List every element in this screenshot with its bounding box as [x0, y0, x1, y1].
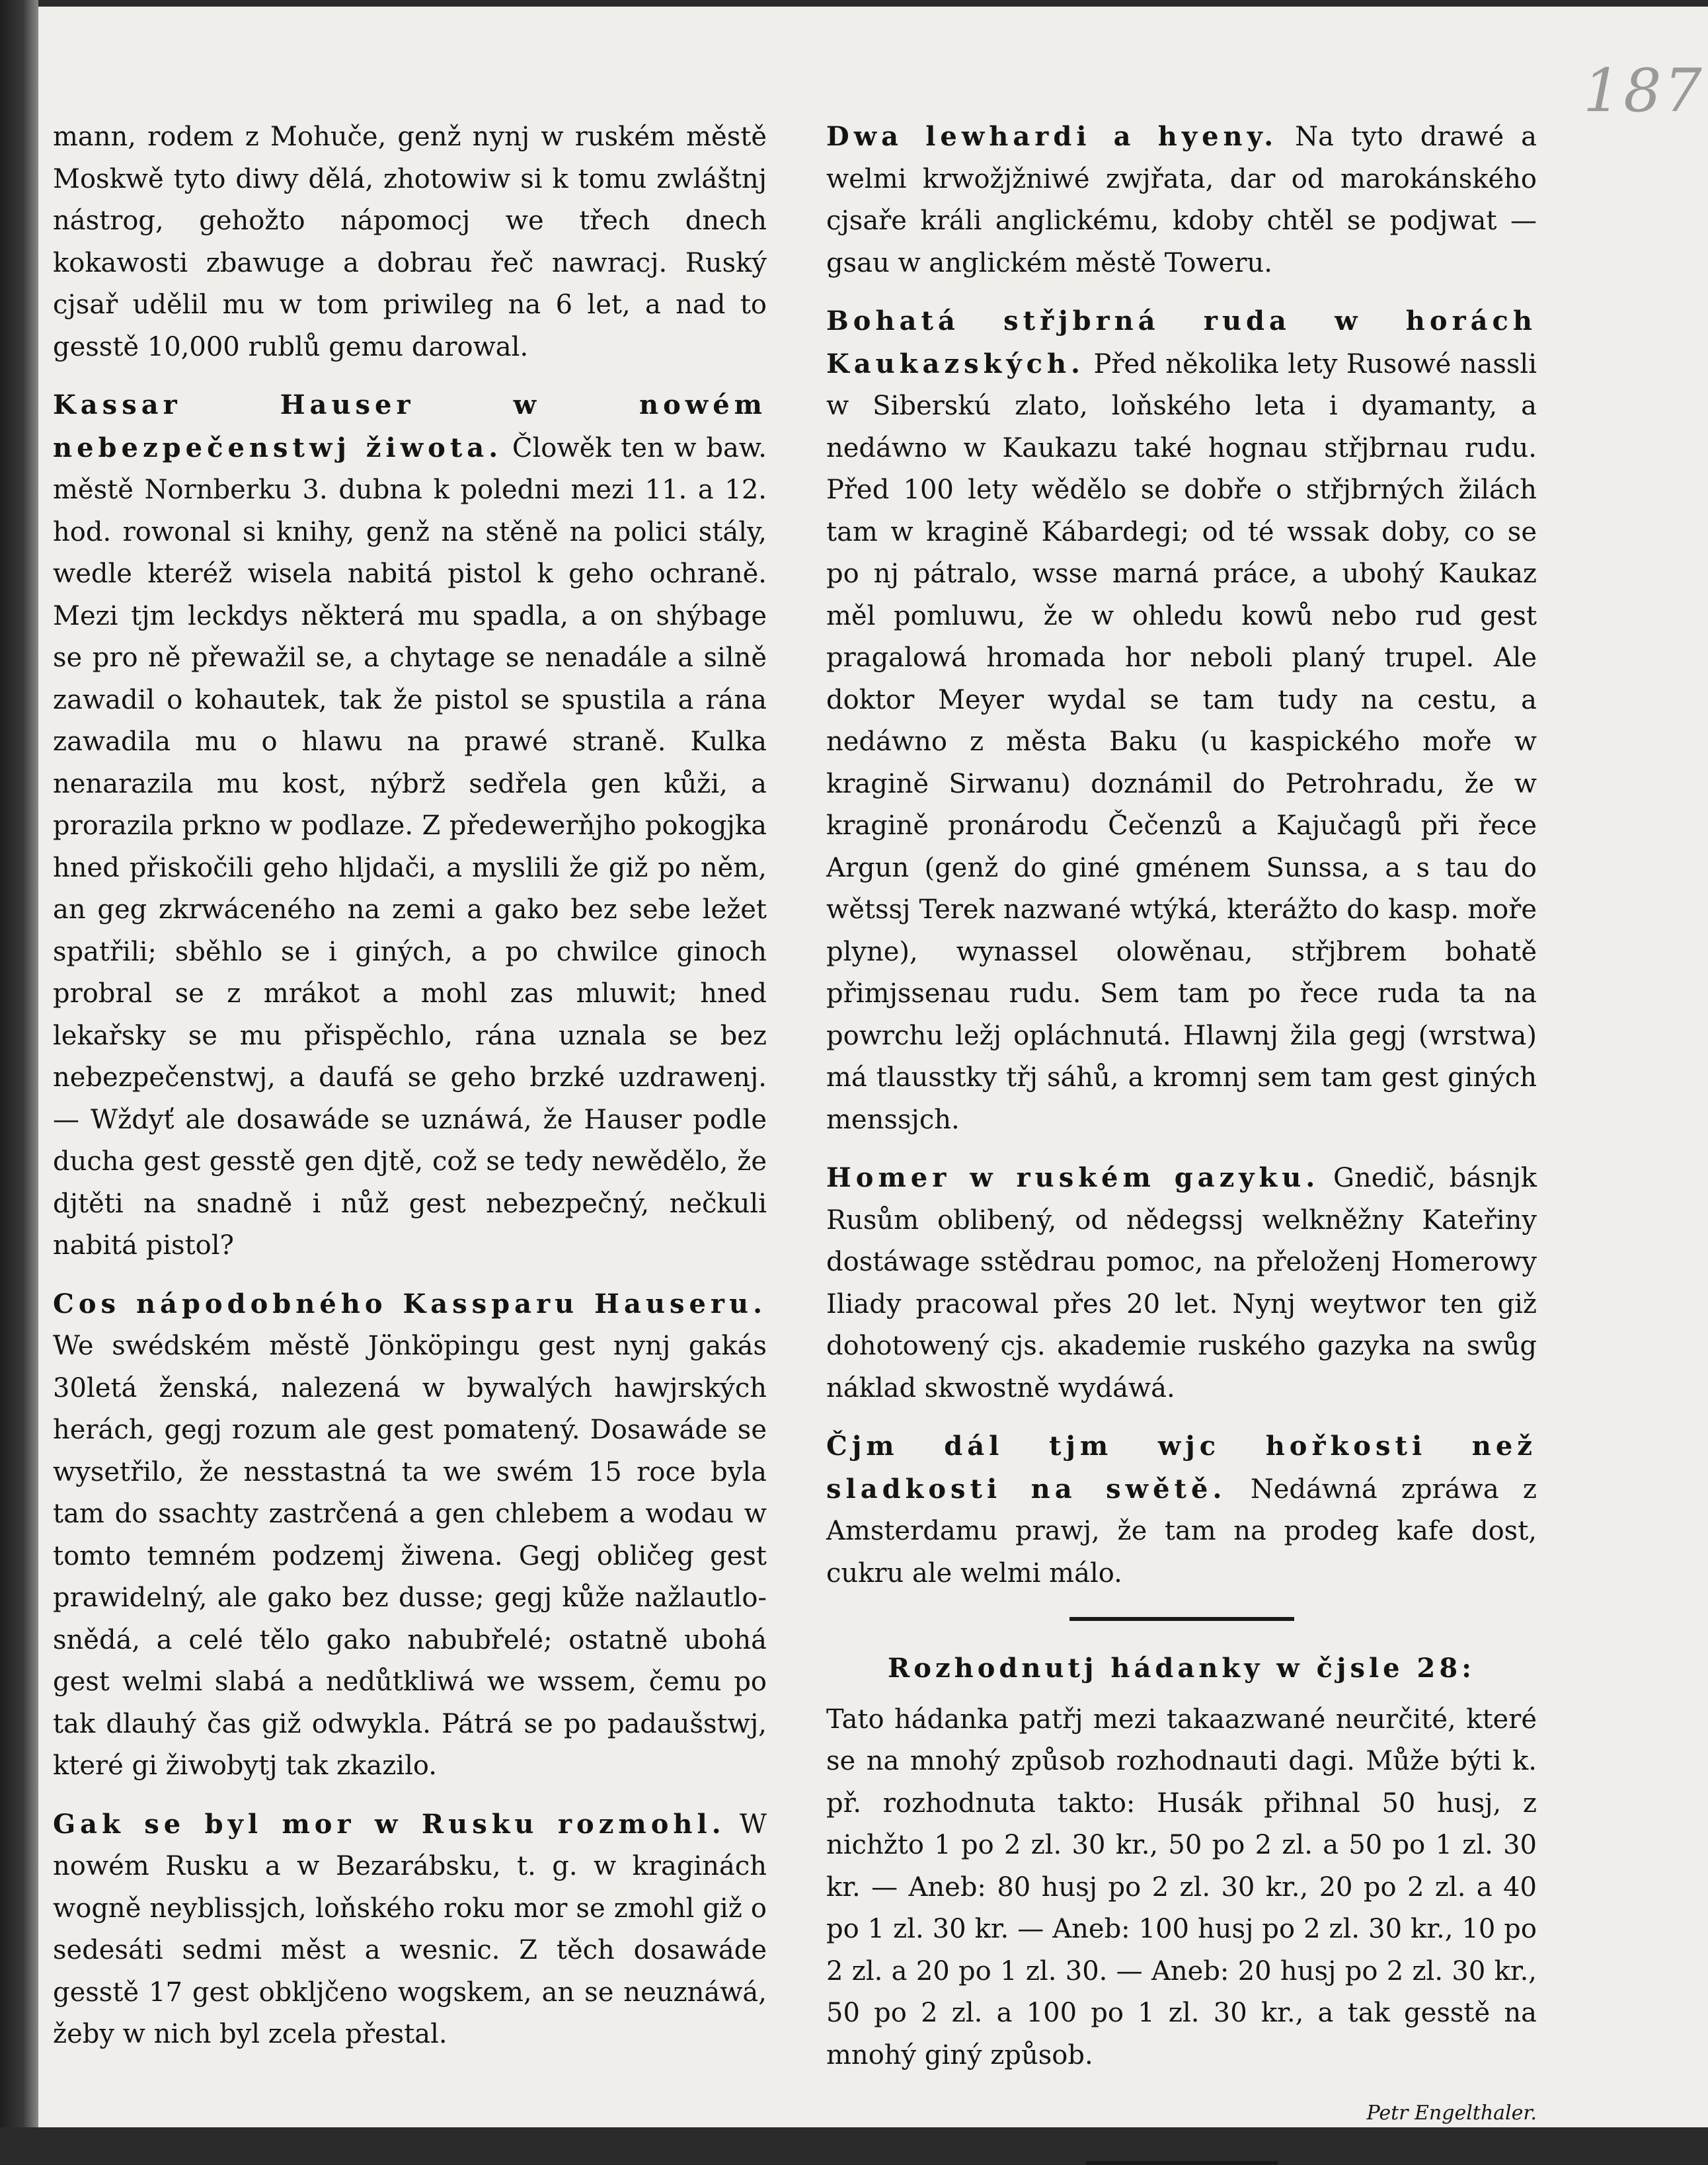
article-paragraph [53, 1803, 767, 2056]
section-divider [1069, 1617, 1294, 1621]
article-heading: Gak se byl mor w Rusku rozmohl. [53, 1808, 726, 1840]
right-column [826, 116, 1537, 2165]
article-paragraph [53, 1283, 767, 1788]
article-text: Nedáwná zpráwa z Amsterdamu prawj, že tam na prodeg kafe dost, cukru ale welmi málo. [826, 1474, 1537, 1589]
article-paragraph [53, 116, 767, 368]
article-heading: Kassar Hauser w nowém nebezpečenstwj žiwota. [53, 389, 767, 463]
article-text: mann, rodem z Mohuče, genž nynj w ruském městě Moskwě tyto diwy dělá, zhotowiw si k tomu zwláštnj nástrog, gehožto nápomocj we třech dnech kokawosti zbawuge a dobrau řeč nawracj. Ruský cjsař udělil mu w tom priwileg na 6 let, a nad to gesstě 10,000 rublů gemu darowal. [53, 122, 767, 362]
article-heading: Dwa lewhardi a hyeny. [826, 121, 1278, 152]
article-text: W nowém Rusku a w Bezarábsku, t. g. w kraginách wogně neyblissjch, loňského roku mor se zmohl giž o sedesáti sedmi měst a wesnic. Z těch dosawáde gesstě 17 gest obkljčeno wogskem, an se neuznáwá, žeby w nich byl zcela přestal. [53, 1809, 767, 2049]
article-paragraph [53, 384, 767, 1267]
article-heading: Bohatá střjbrná ruda w horách Kaukazských. [826, 305, 1537, 379]
article-text: Před několika lety Rusowé nassli w Siberskú zlato, loňského leta i dyamanty, a nedáwno w Kaukazu také hognau střjbrnau rudu. Před 100 lety wědělo se dobře o střjbrných žilách tam w kragině Kábardegi; od té wssak doby, co se po nj pátralo, wsse marná práce, a ubohý Kaukaz měl pomluwu, že w ohledu kowů nebo rud gest pragalowá hromada hor neboli planý trupel. Ale doktor Meyer wydal se tam tudy na cestu, a nedáwno z města Baku (u kaspického moře w kragině Sirwanu) doznámil do Petrohradu, že w kragině pronárodu Čečenzů a Kajučagů při řece Argun (genž do giné gménem Sunssa, a s tau do wětssj Terek nazwané wtýká, kterážto do kasp. moře plyne), wynassel olowěnau, střjbrem bohatě přimjssenau rudu. Sem tam po řece ruda ta na powrchu ležj opláchnutá. Hlawnj žila gegj (wrstwa) má tlausstky třj sáhů, a kromnj sem tam gest giných menssjch. [826, 348, 1537, 1135]
article-text: Na tyto drawé a welmi krwožjžniwé zwjřata, dar od marokánského cjsaře králi anglickému, kdoby chtěl se podjwat — gsau w anglickém městě Toweru. [826, 122, 1537, 278]
riddle-text: Tato hádanka patřj mezi takaazwané neurčité, které se na mnohý způsob rozhodnauti dagi. Může býti k. př. rozhodnuta takto: Husák přihnal 50 husj, z nichžto 1 po 2 zl. 30 kr., 50 po 2 zl. a 50 po 1 zl. 30 kr. — Aneb: 80 husj po 2 zl. 30 kr., 20 po 2 zl. a 40 po 1 zl. 30 kr. — Aneb: 100 husj po 2 zl. 30 kr., 10 po 2 zl. a 20 po 1 zl. 30. — Aneb: 20 husj po 2 zl. 30 kr., 50 po 2 zl. a 100 po 1 zl. 30 kr., a tak gesstě na mnohý giný způsob. [826, 1704, 1537, 2070]
article-paragraph [826, 300, 1537, 1141]
page-number: 187 [1583, 56, 1705, 126]
article-text: Gnedič, básnjk Rusům oblibený, od nědegssj welkněžny Kateřiny dostáwage sstědrau pomoc, na přeloženj Homerowy Iliady pracowal přes 20 let. Nynj weytwor ten giž dohotowený cjs. akademie ruského gazyka na swůg náklad skwostně wydáwá. [826, 1163, 1537, 1403]
article-heading: Cos nápodobného Kassparu Hauseru. [53, 1288, 767, 1319]
article-text: Člowěk ten w baw. městě Nornberku 3. dubna k poledni mezi 11. a 12. hod. rowonal si knihy, genž na stěně na polici stály, wedle kteréž wisela nabitá pistol k geho ochraně. Mezi tjm leckdys některá mu spadla, a on shýbage se pro ně přewažil se, a chytage se nenadále a silně zawadil o kohautek, tak že pistol se spustila a rána zawadila mu o hlawu na prawé straně. Kulka nenarazila mu kost, nýbrž sedřela gen kůži, a prorazila prkno w podlaze. Z předewerňjho pokogjka hned přiskočili geho hljdači, a myslili že giž po něm, an geg zkrwáceného na zemi a gako bez sebe ležet spatřili; sběhlo se i giných, a po chwilce ginoch probral se z mrákot a mohl zas mluwit; hned lekařsky se mu přispěchlo, rána uznala se bez nebezpečenstwj, a daufá se geho brzké uzdrawenj. — Wždyť ale dosawáde se uznáwá, že Hauser podle ducha gest gesstě gen djtě, což se tedy newědělo, že djtěti na snadně i nůž gest nebezpečný, nečkuli nabitá pistol? [53, 432, 767, 1261]
article-heading: Čjm dál tjm wjc hořkosti než sladkosti na swětě. [826, 1431, 1537, 1505]
author-signature: Petr Engelthaler. [1366, 2102, 1537, 2125]
scan-edge-shadow [0, 0, 38, 2127]
article-paragraph [826, 1425, 1537, 1594]
article-paragraph [826, 1157, 1537, 1409]
article-heading: Homer w ruském gazyku. [826, 1162, 1320, 1193]
article-text: We swédském městě Jönköpingu gest nynj gakás 30letá ženská, nalezená w bywalých hawjrských herách, gegj rozum ale gest pomatený. Dosawáde se wysetřilo, že nesstastná ta we swém 15 roce byla tam do ssachty zastrčená a gen chlebem a wodau w tomto temném podzemj žiwena. Gegj obličeg gest prawidelný, ale gako bez dusse; gegj kůže nažlautlo-snědá, a celé tělo gako nabubřelé; ostatně ubohá gest welmi slabá a nedůtkliwá we wssem, čemu po tak dlauhý čas giž odwykla. Pátrá se po padaušstwj, které gi žiwobytj tak zkazilo. [53, 1331, 767, 1781]
end-divider [1086, 2161, 1278, 2165]
article-paragraph [826, 116, 1537, 284]
left-column [53, 116, 767, 2072]
riddle-title: Rozhodnutj hádanky w čjsle 28: [888, 1653, 1475, 1684]
